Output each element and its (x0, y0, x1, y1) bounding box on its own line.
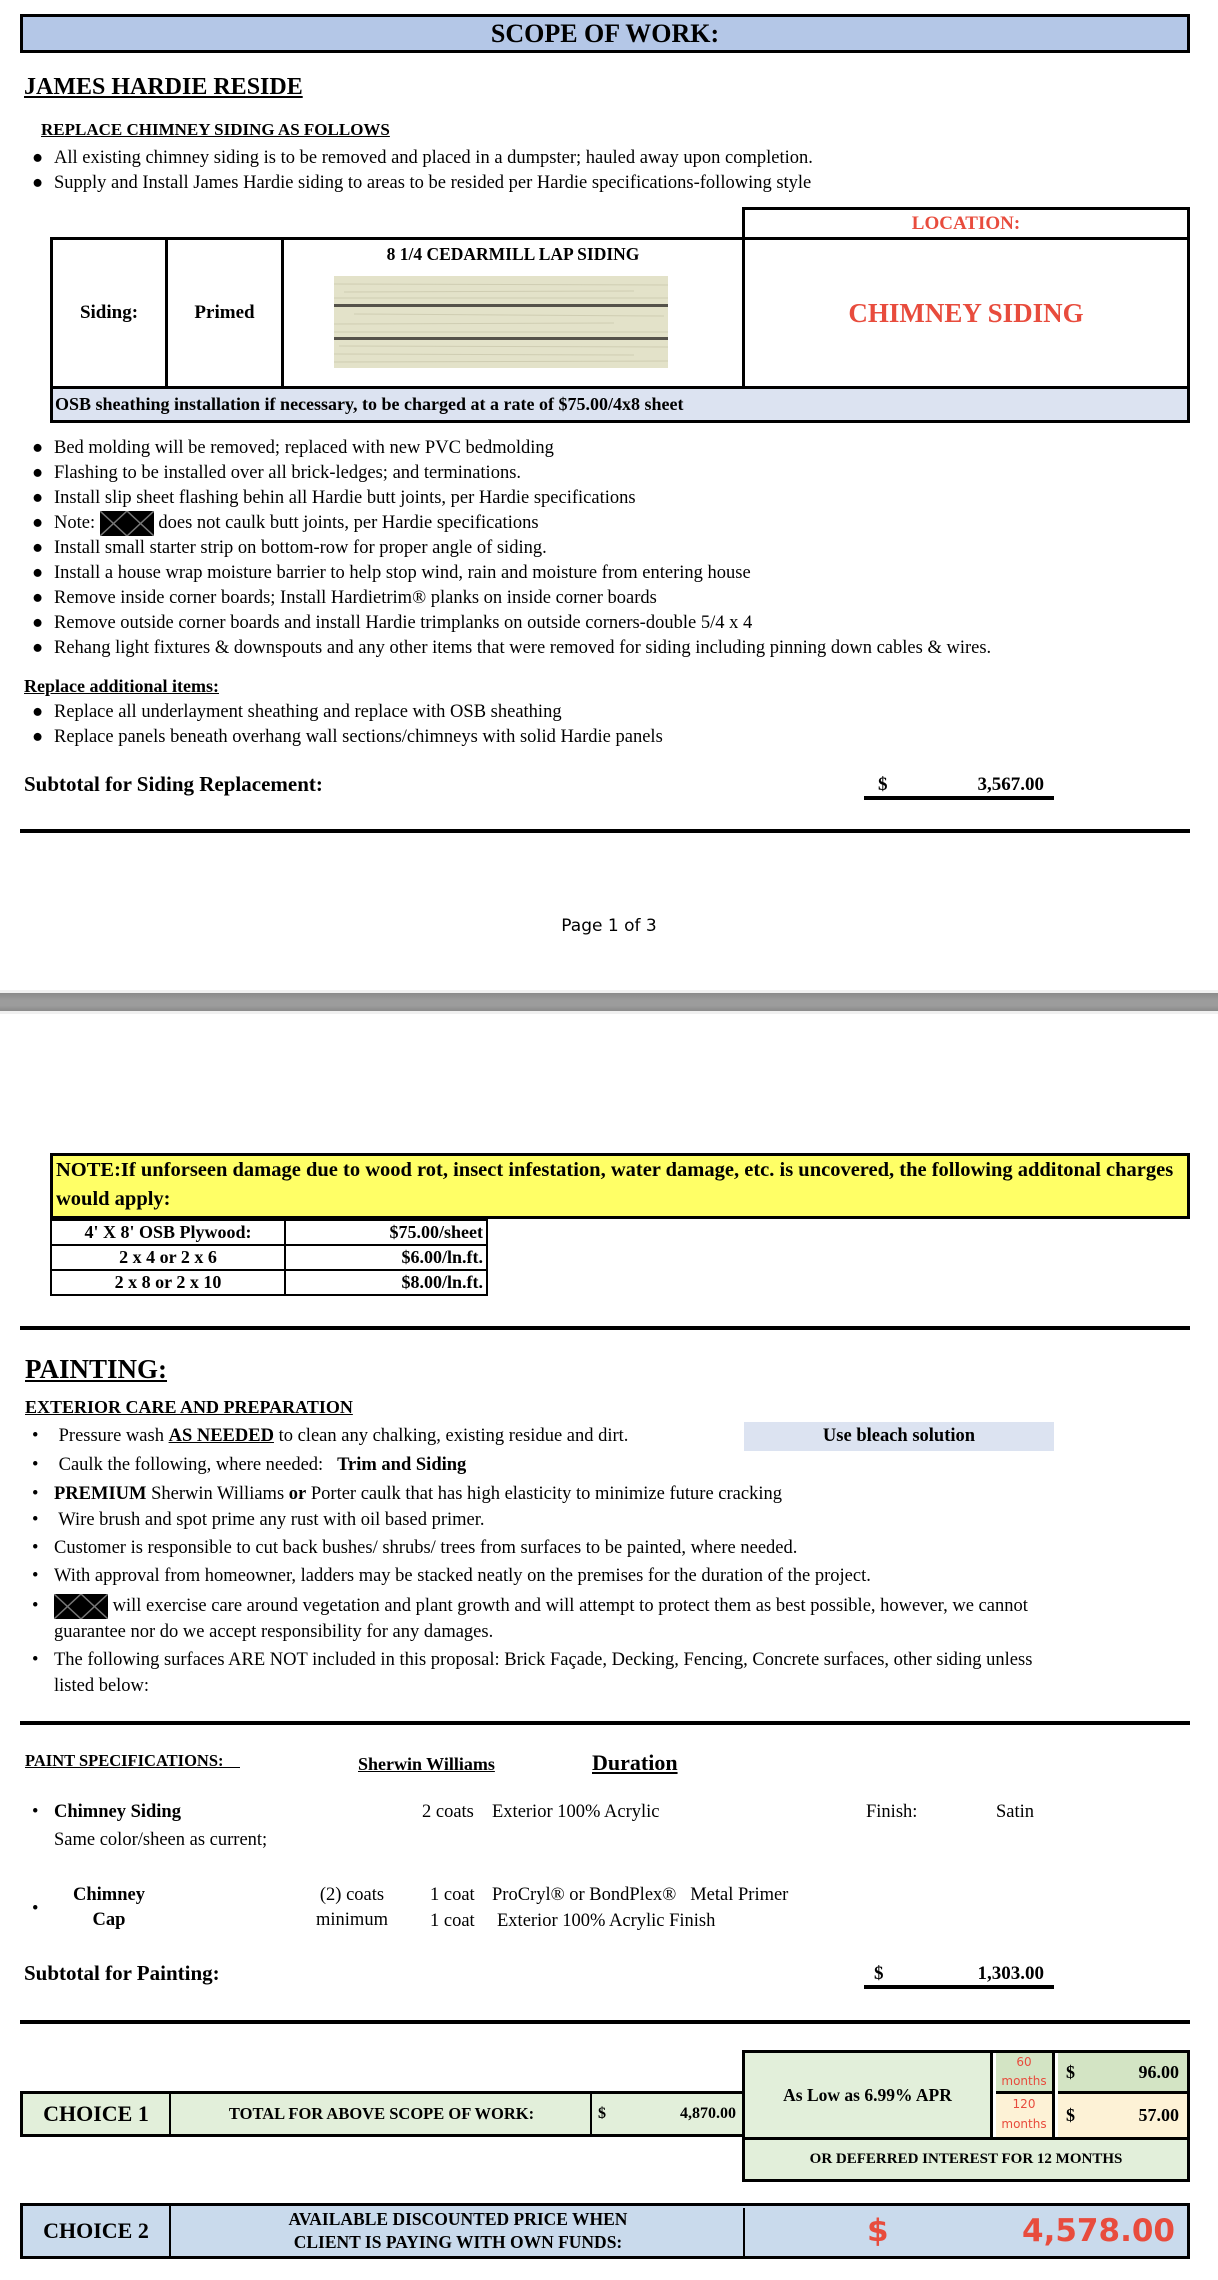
list-item: • Caulk the following, where needed: Trim and Siding (32, 1455, 467, 1475)
paint-spec-product: Exterior 100% Acrylic Finish (497, 1911, 716, 1931)
choice-2-total: $ 4,578.00 (867, 2213, 1175, 2249)
painting-subheading: EXTERIOR CARE AND PREPARATION (25, 1397, 353, 1417)
list-item: • Pressure wash AS NEEDED to clean any chalking, existing residue and dirt. (32, 1426, 629, 1446)
siding-intro-list (24, 146, 813, 196)
table-row: 2 x 8 or 2 x 10 $8.00/ln.ft. (51, 1270, 487, 1295)
section-heading-siding: JAMES HARDIE RESIDE (24, 74, 303, 100)
choice-2-row (20, 2203, 1190, 2259)
list-item: ● Replace panels beneath overhang wall sections/chimneys with solid Hardie panels (32, 727, 663, 747)
payment-60: $ 96.00 (1058, 2053, 1187, 2094)
siding-type-label: Siding: (53, 240, 168, 386)
list-item: ● All existing chimney siding is to be removed and placed in a dumpster; hauled away upon completion. (32, 148, 813, 168)
list-item: ● Supply and Install James Hardie siding to areas to be resided per Hardie specifications-following style (32, 173, 812, 193)
list-item: • Wire brush and spot prime any rust with oil based primer. (32, 1510, 485, 1530)
list-item: ● Remove inside corner boards; Install Hardietrim® planks on inside corner boards (32, 588, 657, 609)
term-120: 120 months (996, 2094, 1055, 2137)
section-divider (20, 1721, 1190, 1725)
location-header: LOCATION: (742, 207, 1190, 240)
list-item: ● Remove outside corner boards and install Hardie trimplanks on outside corners-double 5/4 x 4 (32, 613, 753, 634)
list-item: ● Rehang light fixtures & downspouts and any other items that were removed for siding including pinning down cables & wires. (32, 638, 992, 659)
page-number: Page 1 of 3 (561, 916, 657, 936)
paint-finish-value: Satin (996, 1802, 1035, 1822)
duration-heading: Duration (592, 1750, 678, 1775)
siding-product-name: 8 1/4 CEDARMILL LAP SIDING (386, 244, 640, 264)
paint-spec-product: ProCryl® or BondPlex® Metal Primer (492, 1885, 789, 1905)
siding-sample-image (334, 276, 668, 368)
paint-spec-row: • Chimney Siding (32, 1802, 181, 1822)
location-value: CHIMNEY SIDING (848, 297, 1084, 328)
table-row: 2 x 4 or 2 x 6 $6.00/ln.ft. (51, 1245, 487, 1270)
section-divider (20, 2020, 1190, 2024)
siding-product-cell (284, 240, 745, 386)
siding-subtotal: $ 3,567.00 (864, 772, 1054, 800)
painting-subtotal-label: Subtotal for Painting: (24, 1961, 220, 1985)
list-item: ● Install a house wrap moisture barrier to help stop wind, rain and moisture from entering house (32, 563, 751, 584)
paint-specs-heading: PAINT SPECIFICATIONS: (25, 1751, 224, 1770)
scope-of-work-title: SCOPE OF WORK: (20, 14, 1190, 53)
page-gap (0, 990, 1218, 1014)
siding-subheading: REPLACE CHIMNEY SIDING AS FOLLOWS (41, 120, 390, 139)
paint-spec-name: Chimney Cap (73, 1885, 145, 1930)
painting-subtotal: $ 1,303.00 (864, 1961, 1054, 1989)
choice-2-description: AVAILABLE DISCOUNTED PRICE WHEN CLIENT IS PAYING WITH OWN FUNDS: (173, 2208, 745, 2256)
list-item: ● Flashing to be installed over all brick-ledges; and terminations. (32, 463, 522, 483)
deferred-interest: OR DEFERRED INTEREST FOR 12 MONTHS (745, 2137, 1187, 2179)
list-item-continuation: listed below: (54, 1676, 150, 1696)
paint-spec-product: Exterior 100% Acrylic (492, 1802, 660, 1822)
additional-items-heading: Replace additional items: (24, 676, 219, 696)
siding-finish: Primed (168, 240, 284, 386)
list-item: ● Note: does not caulk butt joints, per Hardie specifications (24, 511, 991, 536)
paint-spec-coat: 1 coat (430, 1911, 475, 1931)
list-item: • will exercise care around vegetation and plant growth and will attempt to protect them as best possible, however, we cannot (24, 1594, 1028, 1619)
list-item: ● Install small starter strip on bottom-row for proper angle of siding. (32, 538, 547, 559)
choice-1-description: TOTAL FOR ABOVE SCOPE OF WORK: (173, 2094, 592, 2134)
paint-spec-coats: 2 coats (422, 1802, 474, 1822)
paint-spec-note: Same color/sheen as current; (54, 1830, 268, 1850)
paint-brand: Sherwin Williams (358, 1754, 495, 1774)
section-divider (20, 829, 1190, 833)
choice-1-row (20, 2091, 745, 2137)
paint-spec-coats: (2) coats minimum (316, 1885, 388, 1930)
list-item-continuation: guarantee nor do we accept responsibility for any damages. (54, 1622, 494, 1642)
financing-box (742, 2050, 1190, 2182)
siding-subtotal-label: Subtotal for Siding Replacement: (24, 772, 323, 796)
list-item: ● Replace all underlayment sheathing and replace with OSB sheathing (32, 702, 562, 722)
list-item: • The following surfaces ARE NOT included in this proposal: Brick Façade, Decking, Fencing, Concrete surfaces, other siding unless (32, 1650, 1033, 1670)
damage-note: NOTE:If unforseen damage due to wood rot, insect infestation, water damage, etc. is uncovered, the following additonal charges would apply: (50, 1153, 1190, 1219)
paint-finish-label: Finish: (866, 1802, 918, 1822)
apr-offer: As Low as 6.99% APR (745, 2053, 993, 2137)
paint-spec-coat: 1 coat (430, 1885, 475, 1905)
additional-charges-table (50, 1219, 488, 1296)
bleach-note: Use bleach solution (744, 1422, 1054, 1451)
choice-1-label: CHOICE 1 (23, 2094, 171, 2134)
siding-bullet-list (24, 436, 991, 661)
payment-120: $ 57.00 (1058, 2094, 1187, 2137)
table-row: 4' X 8' OSB Plywood: $75.00/sheet (51, 1220, 487, 1245)
choice-1-total: $ 4,870.00 (598, 2105, 736, 2122)
choice-2-label: CHOICE 2 (23, 2206, 171, 2256)
section-divider (20, 1326, 1190, 1330)
page-break-bar (0, 993, 1218, 1011)
paint-spec-row: • (32, 1899, 39, 1919)
redacted-company-name (54, 1594, 108, 1619)
section-heading-painting: PAINTING: (25, 1354, 168, 1384)
additional-items-list (24, 700, 663, 750)
list-item: • Customer is responsible to cut back bushes/ shrubs/ trees from surfaces to be painted, where needed. (32, 1538, 798, 1558)
list-item: ● Bed molding will be removed; replaced with new PVC bedmolding (32, 438, 554, 458)
term-60: 60 months (996, 2053, 1055, 2094)
list-item: • With approval from homeowner, ladders may be stacked neatly on the premises for the duration of the project. (32, 1566, 871, 1586)
list-item: • PREMIUM Sherwin Williams or Porter caulk that has high elasticity to minimize future cracking (32, 1484, 782, 1504)
list-item: ● Install slip sheet flashing behin all Hardie butt joints, per Hardie specifications (32, 488, 636, 508)
redacted-company-name (100, 511, 154, 536)
osb-note: OSB sheathing installation if necessary, to be charged at a rate of $75.00/4x8 sheet (53, 386, 1187, 420)
siding-spec-table (50, 237, 1190, 423)
